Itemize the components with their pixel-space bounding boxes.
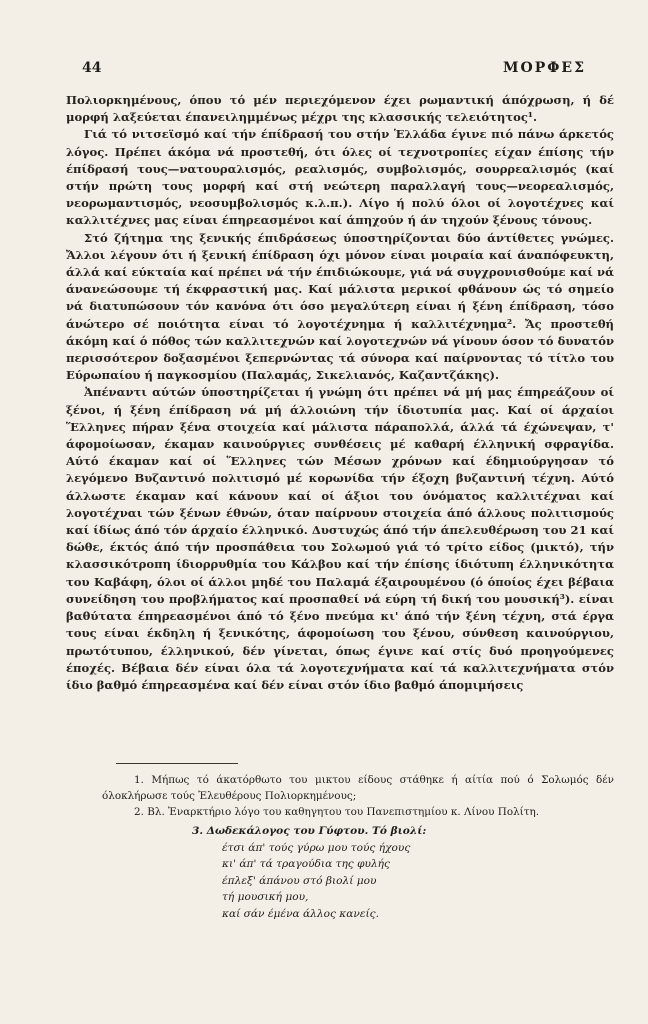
poem-line-2: κι' άπ' τά τραγούδια της φυλής xyxy=(222,858,390,871)
paragraph-4: Ἀπέναντι αύτών ύποστηρίζεται ή γνώμη ότι πρέπει νά μή μας έπηρεάζουν οί ξένοι, ή ξένη έπίδραση νά μή άλλοιώνη τήν ίδιοτυπία μας. Καί οί άρχαίοι Ἕλληνες πήραν ξένα στοιχεία καί μάλιστα πάραπολλά, άλλά τά έχώνεψαν, τ' άφομοίωσαν, έκαμαν καινούργιες συνθέσεις μέ καθαρή έλληνική σφραγίδα. Αύτό έκαμαν καί οί Ἕλληνες τών Μέσων χρόνων καί έδημιούργησαν τό λεγόμενο Βυζαντινό πολιτισμό μέ κορωνίδα τήν έξοχη βυζαντινή τέχνη. Αύτό άλλωστε έκαμαν καί κάνουν καί οί άξιοι του όνόματος καλλιτέχναι καί λογοτέχναι τών ξένων έθνών, όταν παίρνουν στοιχεία άπό άλλους πολιτισμούς καί ίδίως άπό τόν άρχαίο έλληνικό. Δυστυχώς άπό τήν άπελευθέρωση του 21 καί δώθε, έκτός άπό τήν προσπάθεια του Σολωμού γιά τό τρίτο είδος (μικτό), τήν κλασσικότροπη ίδιορρυθμία του Κάλβου καί τήν έπίσης ίδιότυπη έλληνικότητα του Καβάφη, όλοι οί άλλοι μηδέ του Παλαμά έξαιρουμένου (ό όποίος έχει βέβαια συνείδηση του προβλήματος καί προσπαθεί νά εύρη τή δική του μουσική³). είναι βαθύτατα έπηρεασμένοι άπό τό ξένο πνεύμα κι' άπό τήν ξένη τέχνη, στά έργα τους είναι έκδηλη ή ξενικότης, άφομοίωση του ξένου, σύνθεση καινούργιου, πρωτότυπου, έλληνικού, δέν γίνεται, όπως έγινε καί στίς δυό προηγούμενες έποχές. Βέβαια δέν είναι όλα τά λογοτεχνήματα καί τά καλλιτεχνήματα στόν ίδιο βαθμό έπηρεασμένα καί δέν είναι στόν ίδιο βαθμό άπομιμήσεις xyxy=(66,385,614,692)
footnote-3-poem xyxy=(192,823,602,923)
paragraph-3: Στό ζήτημα της ξενικής έπιδράσεως ύποστηρίζονται δύο άντίθετες γνώμες. Ἄλλοι λέγουν ότι ή ξενική έπίδραση όχι μόνον είναι μοιραία καί άναπόφευκτη, άλλά καί εύκταία καί πρέπει νά τήν έπιδιώκουμε, γιά νά συγχρονισθούμε καί νά άνανεώσουμε τή έκφραστική μας. Καί μάλιστα μερικοί φθάνουν ώς τό σημείο νά διατυπώσουν τόν κανόνα ότι όσο μεγαλύτερη είναι ή ξένη έπίδραση, τόσο άνώτερο σέ ποιότητα είναι τό λογοτέχνημα ή καλλιτέχνημα². Ἄς προστεθή άκόμη καί ό πόθος τών καλλιτεχνών καί λογοτεχνών νά γίνουν όσον τό δυνατόν περισσότερον δοξασμένοι ξεπερνώντας τά σύνορα καί παίρνοντας τό τίτλο του Εύρωπαίου ή παγκοσμίου (Παλαμάς, Σικελιανός, Καζαντζάκης). xyxy=(66,230,614,383)
poem-line-1: έτσι άπ' τούς γύρω μου τούς ήχους xyxy=(222,841,411,854)
footnotes xyxy=(102,772,614,820)
poem-line-3: έπλεξ' άπάνου στό βιολί μου xyxy=(222,874,377,887)
footnote-divider xyxy=(116,763,238,764)
paragraph-1: Πολιορκημένους, όπου τό μέν περιεχόμενον έχει ρωμαντική άπόχρωση, ή δέ μορφή λαξεύεται έπανειλημμένως μέχρι της κλασσικής τελειότητος¹. xyxy=(66,93,614,125)
page-header xyxy=(82,60,586,76)
poem-line-5: καί σάν έμένα άλλος κανείς. xyxy=(222,907,379,920)
footnote-3-title: 3. Δωδεκάλογος του Γύφτου. Τό βιολί: xyxy=(192,825,427,837)
running-title: ΜΟΡΦΕΣ xyxy=(503,60,586,76)
footnote-2: 2. Βλ. Ἐναρκτήριο λόγο του καθηγητου του Πανεπιστημίου κ. Λίνου Πολίτη. xyxy=(134,806,540,818)
poem-line-4: τή μουσική μου, xyxy=(222,891,309,904)
page-number: 44 xyxy=(82,60,102,76)
body-text xyxy=(66,92,614,694)
paragraph-2: Γιά τό νιτσεϊσμό καί τήν έπίδρασή του στήν Ἑλλάδα έγινε πιό πάνω άρκετός λόγος. Πρέπει άκόμα νά προστεθή, ότι όλες οί τεχνοτροπίες είχαν έπίσης τήν έπίδρασή τους—νατουραλισμός, ρεαλισμός, συμβολισμός, σουρρεαλισμός (καί στήν πρώτη τους μορφή καί στή νεώτερη παραλλαγή τους—νεορεαλισμός, νεορωμαντισμός, νεοσυμβολισμός κ.λ.π.). Λίγο ή πολύ όλοι οί λογοτέχνες καί καλλιτέχνες μας είναι έπηρεασμένοι καί άπηχούν ή άν τηχούν ξένους τόνους. xyxy=(66,127,614,228)
footnote-1: 1. Μήπως τό άκατόρθωτο του μικτου είδους στάθηκε ή αίτία πού ό Σολωμός δέν όλοκλήρωσε τούς Ἐλευθέρους Πολιορκημένους; xyxy=(102,774,614,802)
